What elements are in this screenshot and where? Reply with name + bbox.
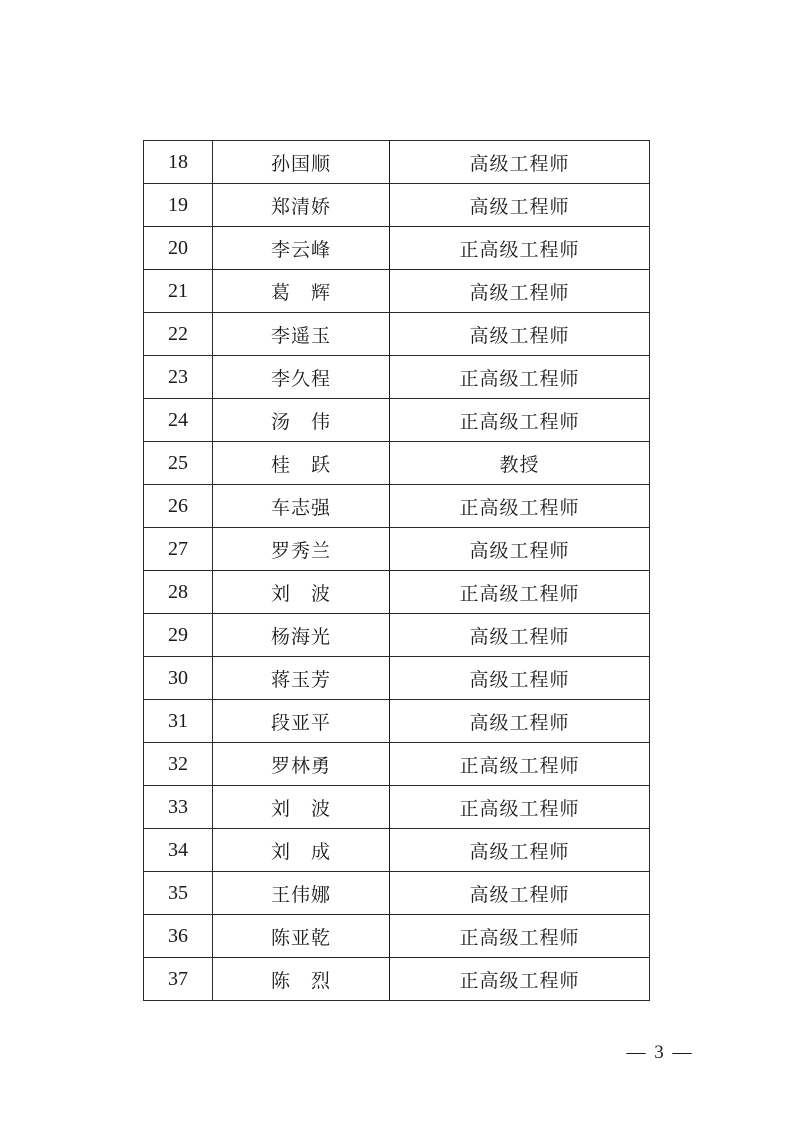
person-name-cell: 孙国顺 [213, 141, 390, 184]
row-number-cell: 31 [144, 700, 213, 743]
person-name-cell: 郑清娇 [213, 184, 390, 227]
table-row [144, 657, 650, 700]
professional-title-cell: 高级工程师 [390, 829, 650, 872]
row-number-cell: 24 [144, 399, 213, 442]
professional-title-cell: 教授 [390, 442, 650, 485]
row-number-cell: 30 [144, 657, 213, 700]
professional-title-cell: 正高级工程师 [390, 786, 650, 829]
table-row [144, 829, 650, 872]
row-number-cell: 33 [144, 786, 213, 829]
roster-table-body [144, 141, 650, 1001]
professional-title-cell: 正高级工程师 [390, 227, 650, 270]
row-number-cell: 21 [144, 270, 213, 313]
person-name-cell: 罗秀兰 [213, 528, 390, 571]
professional-title-cell: 正高级工程师 [390, 485, 650, 528]
table-row [144, 399, 650, 442]
person-name-cell: 罗林勇 [213, 743, 390, 786]
person-name-cell: 杨海光 [213, 614, 390, 657]
table-row [144, 485, 650, 528]
person-name-cell: 王伟娜 [213, 872, 390, 915]
person-name-cell: 刘 成 [213, 829, 390, 872]
row-number-cell: 36 [144, 915, 213, 958]
roster-table [143, 140, 650, 1001]
person-name-cell: 陈 烈 [213, 958, 390, 1001]
professional-title-cell: 正高级工程师 [390, 915, 650, 958]
person-name-cell: 李遥玉 [213, 313, 390, 356]
person-name-cell: 段亚平 [213, 700, 390, 743]
row-number-cell: 18 [144, 141, 213, 184]
person-name-cell: 陈亚乾 [213, 915, 390, 958]
row-number-cell: 32 [144, 743, 213, 786]
row-number-cell: 37 [144, 958, 213, 1001]
row-number-cell: 28 [144, 571, 213, 614]
professional-title-cell: 正高级工程师 [390, 356, 650, 399]
table-row [144, 571, 650, 614]
table-row [144, 227, 650, 270]
table-row [144, 872, 650, 915]
row-number-cell: 25 [144, 442, 213, 485]
table-row [144, 614, 650, 657]
table-row [144, 958, 650, 1001]
professional-title-cell: 正高级工程师 [390, 571, 650, 614]
table-row [144, 915, 650, 958]
professional-title-cell: 高级工程师 [390, 872, 650, 915]
table-row [144, 313, 650, 356]
table-row [144, 442, 650, 485]
professional-title-cell: 高级工程师 [390, 657, 650, 700]
person-name-cell: 车志强 [213, 485, 390, 528]
professional-title-cell: 正高级工程师 [390, 743, 650, 786]
person-name-cell: 刘 波 [213, 786, 390, 829]
table-row [144, 528, 650, 571]
person-name-cell: 李久程 [213, 356, 390, 399]
person-name-cell: 刘 波 [213, 571, 390, 614]
professional-title-cell: 高级工程师 [390, 700, 650, 743]
row-number-cell: 19 [144, 184, 213, 227]
row-number-cell: 35 [144, 872, 213, 915]
professional-title-cell: 高级工程师 [390, 141, 650, 184]
row-number-cell: 22 [144, 313, 213, 356]
professional-title-cell: 高级工程师 [390, 270, 650, 313]
table-row [144, 786, 650, 829]
row-number-cell: 34 [144, 829, 213, 872]
person-name-cell: 桂 跃 [213, 442, 390, 485]
table-row [144, 700, 650, 743]
professional-title-cell: 高级工程师 [390, 184, 650, 227]
table-row [144, 270, 650, 313]
row-number-cell: 27 [144, 528, 213, 571]
table-row [144, 184, 650, 227]
person-name-cell: 汤 伟 [213, 399, 390, 442]
person-name-cell: 葛 辉 [213, 270, 390, 313]
person-name-cell: 李云峰 [213, 227, 390, 270]
person-name-cell: 蒋玉芳 [213, 657, 390, 700]
page-number: — 3 — [626, 1042, 694, 1063]
professional-title-cell: 高级工程师 [390, 313, 650, 356]
row-number-cell: 26 [144, 485, 213, 528]
professional-title-cell: 正高级工程师 [390, 958, 650, 1001]
professional-title-cell: 高级工程师 [390, 528, 650, 571]
table-row [144, 356, 650, 399]
row-number-cell: 20 [144, 227, 213, 270]
row-number-cell: 23 [144, 356, 213, 399]
professional-title-cell: 高级工程师 [390, 614, 650, 657]
row-number-cell: 29 [144, 614, 213, 657]
professional-title-cell: 正高级工程师 [390, 399, 650, 442]
table-row [144, 743, 650, 786]
table-row [144, 141, 650, 184]
